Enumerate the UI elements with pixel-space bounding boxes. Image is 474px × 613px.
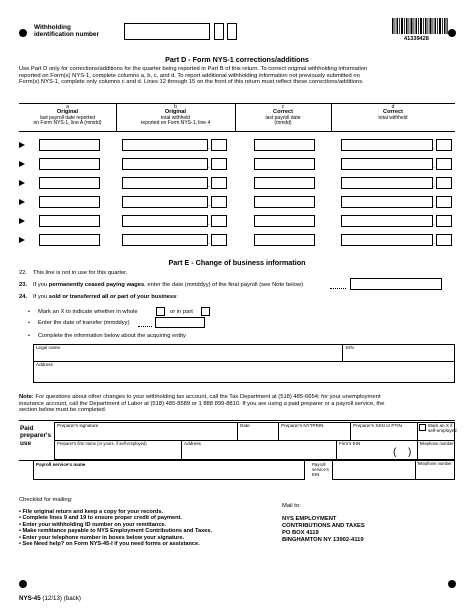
col-d-decimal-point: . <box>433 163 435 170</box>
transfer-date-text: Enter the date of transfer (mmddyy) <box>38 320 130 326</box>
col-d-title: Correct <box>383 109 403 116</box>
preparer-telephone-label: Telephone number <box>419 441 454 446</box>
or-in-part-text: or in part <box>170 309 193 315</box>
preparers-label: preparer's <box>20 432 52 440</box>
col-d-decimal-point: . <box>433 220 435 227</box>
transfer-date-leader <box>138 326 152 327</box>
line-23-leader <box>330 288 346 289</box>
line-23-text-b: permanently ceased paying wages <box>48 282 145 288</box>
acquiring-address-field[interactable] <box>33 361 455 383</box>
checklist-list <box>19 509 269 547</box>
note-line3: section below must be completed. <box>19 407 107 414</box>
col-c-date-field[interactable] <box>254 177 315 189</box>
col-d-amount-field[interactable] <box>341 139 433 151</box>
col-a-date-field[interactable] <box>39 139 100 151</box>
row-arrow-icon <box>19 142 25 148</box>
col-c-date-field[interactable] <box>254 234 315 246</box>
acquiring-entity-text: Complete the information below about the acquiring entity <box>38 333 186 339</box>
col-b-decimal-point: . <box>208 182 210 189</box>
preparer-address-label: Address <box>184 441 201 446</box>
col-c-sub1: last payroll date <box>265 114 301 121</box>
bullet-acquiring: • <box>28 333 31 339</box>
preparer-firm-ein-label: Firm's EIN <box>339 441 361 446</box>
col-d-amount-field[interactable] <box>341 234 433 246</box>
line-23-final-payroll-date-field[interactable] <box>350 278 442 290</box>
registration-mark-bottom-right <box>448 580 456 588</box>
mail-to-line2: CONTRIBUTIONS AND TAXES <box>282 523 365 529</box>
withholding-label-line1: Withholding <box>34 24 71 31</box>
mail-to-line3: PO BOX 4119 <box>282 530 319 536</box>
preparer-nytprin-label: Preparer's NYTPRIN <box>281 423 324 428</box>
part-d-intro <box>19 66 459 86</box>
col-b-amount-field[interactable] <box>122 139 208 151</box>
mark-whole-text: Mark an X to indicate whether in whole <box>38 309 138 315</box>
preparer-firm-name-label: Preparer's firm name (or yours, if self-employed) <box>57 441 147 446</box>
col-d-amount-field[interactable] <box>341 158 433 170</box>
payroll-service-name-label: Payroll service's name <box>36 462 86 467</box>
preparer-top-rule <box>19 420 455 421</box>
note-text-1: For questions about other changes to your withholding tax account, call the Tax Department at (518) 485-6654; for your unemployment <box>33 394 381 400</box>
col-b-amount-field[interactable] <box>122 177 208 189</box>
col-a-date-field[interactable] <box>39 177 100 189</box>
col-a-header <box>19 105 116 127</box>
col-b-decimal-point: . <box>208 201 210 208</box>
registration-mark-bottom-left <box>19 580 27 588</box>
part-d-intro-line2: reported on Form(s) NYS-1, complete columns a, b, c, and d. To report additional withholding information not previously submitted on <box>19 72 360 79</box>
barcode-image <box>392 18 448 34</box>
col-a-date-field[interactable] <box>39 158 100 170</box>
col-a-sub1: last payroll date reported <box>39 114 96 121</box>
col-d-amount-field[interactable] <box>341 177 433 189</box>
form-id-footer <box>19 595 81 602</box>
col-c-letter: c <box>281 104 285 110</box>
self-employed-label <box>428 423 457 433</box>
part-d-intro-line1: Use Part D only for corrections/additions for the quarter being reported in Part B of this return. To correct original withholding information <box>19 66 368 72</box>
withholding-id-field[interactable] <box>124 23 210 40</box>
col-a-date-field[interactable] <box>39 215 100 227</box>
line-23-text-a: If you <box>33 282 49 288</box>
line-22-number: 22. <box>19 270 28 276</box>
part-d-intro-line3: Form(s) NYS-1, complete only columns c and d. Lines 12 through 15 on the front of this return must reflect these corrections/additions. <box>19 79 364 86</box>
col-b-cents-field[interactable] <box>211 139 227 151</box>
col-d-cents-field[interactable] <box>436 158 452 170</box>
row-arrow-icon <box>19 218 25 224</box>
form-id: NYS-45 <box>19 595 41 602</box>
use-label: use <box>20 439 32 447</box>
bullet-transfer: • <box>28 320 31 326</box>
checklist-item-text: Enter your withholding ID number on your remittance. <box>22 521 167 528</box>
checklist-bullet: • <box>19 528 23 535</box>
note-line1 <box>19 394 459 401</box>
whole-checkbox[interactable] <box>156 307 165 316</box>
paid-label: Paid <box>20 425 34 432</box>
barcode-number: 41339428 <box>404 36 429 42</box>
col-d-amount-field[interactable] <box>341 196 433 208</box>
col-b-sub2: reported on Form NYS-1, line 4 <box>140 120 211 127</box>
col-d-amount-field[interactable] <box>341 215 433 227</box>
payroll-ein-label-2: service's <box>312 467 329 472</box>
col-a-letter: a <box>66 104 69 110</box>
paid-preparer-label <box>20 425 51 447</box>
legal-name-label: Legal name <box>36 345 61 350</box>
checklist-item-text: See Need help? on Form NYS-45-I if you need forms or assistance. <box>22 541 200 548</box>
preparer-address-field[interactable] <box>181 440 337 460</box>
col-c-date-field[interactable] <box>254 158 315 170</box>
col-b-cents-field[interactable] <box>211 177 227 189</box>
col-d-cents-field[interactable] <box>436 196 452 208</box>
registration-mark-top-left <box>19 29 27 37</box>
col-c-header <box>235 105 331 127</box>
checklist-item-text: Complete lines 9 and 19 to ensure proper credit of payment. <box>22 515 182 522</box>
row-arrow-icon <box>19 180 25 186</box>
col-b-decimal-point: . <box>208 239 210 246</box>
col-b-amount-field[interactable] <box>122 234 208 246</box>
col-d-decimal-point: . <box>433 239 435 246</box>
part-d-header-bottom-rule <box>19 131 455 132</box>
col-b-letter: b <box>174 104 177 110</box>
checklist-title: Checklist for mailing: <box>19 497 73 503</box>
checklist-bullet: • <box>19 509 23 515</box>
col-b-header <box>116 105 235 127</box>
acquiring-ein-label: EIN <box>346 345 354 350</box>
col-d-cents-field[interactable] <box>436 234 452 246</box>
col-c-date-field[interactable] <box>254 139 315 151</box>
note-label: Note: <box>19 394 34 400</box>
col-d-sub1: total withheld <box>378 114 408 121</box>
line-22-text: This line is not in use for this quarter. <box>33 270 128 276</box>
preparer-ssn-label: Preparer's SSN or PTIN <box>353 423 402 428</box>
registration-mark-top-right <box>448 29 456 37</box>
col-b-decimal-point: . <box>208 144 210 151</box>
col-b-sub1: total withheld <box>160 114 191 121</box>
mail-to-line1: NYS EMPLOYMENT <box>282 516 337 522</box>
line-24-text-c: : <box>176 294 178 300</box>
row-arrow-icon <box>19 161 25 167</box>
col-d-header <box>331 105 455 121</box>
payroll-ein-label-1: Payroll <box>312 462 326 467</box>
col-c-sub2: (mmdd) <box>274 120 292 127</box>
withholding-id-label <box>34 24 99 38</box>
col-c-title: Correct <box>273 109 293 116</box>
line-23-number: 23. <box>19 282 28 288</box>
preparer-signature-label: Preparer's signature <box>57 423 99 428</box>
acquiring-ein-field[interactable] <box>342 344 455 362</box>
preparer-date-label: Date <box>240 423 250 428</box>
part-e-title: Part E - Change of business information <box>168 258 306 267</box>
note-text <box>19 394 459 414</box>
checklist-bullet: • <box>19 534 23 541</box>
mail-to-label: Mail to: <box>282 503 301 509</box>
part-checkbox[interactable] <box>201 307 210 316</box>
form-revision: (12/13) (back) <box>40 595 81 602</box>
col-b-amount-field[interactable] <box>122 158 208 170</box>
part-d-header-top-rule <box>19 103 455 104</box>
note-line2: insurance account, call the Department of Labor at (518) 485-8589 or 1 888 899-8810. If you are using a paid preparer or a payroll service, the <box>19 400 385 407</box>
col-b-decimal-point: . <box>208 163 210 170</box>
col-c-date-field[interactable] <box>254 215 315 227</box>
line-24-text-a: If you <box>33 294 49 300</box>
payroll-service-ein-label <box>312 462 329 477</box>
mark-x-label-2: self-employed <box>428 428 457 433</box>
part-d-title: Part D - Form NYS-1 corrections/additions <box>165 55 309 64</box>
payroll-service-ein-field[interactable] <box>332 460 416 480</box>
line-23-text <box>33 282 303 289</box>
bullet-mark: • <box>28 309 31 315</box>
col-d-cents-field[interactable] <box>436 139 452 151</box>
col-b-cents-field[interactable] <box>211 196 227 208</box>
checklist-bullet: • <box>19 541 23 548</box>
col-b-cents-field[interactable] <box>211 215 227 227</box>
col-c-date-field[interactable] <box>254 196 315 208</box>
withholding-label-line2: identification number <box>34 31 99 39</box>
withholding-id-check-field-2[interactable] <box>227 23 237 40</box>
col-b-amount-field[interactable] <box>122 196 208 208</box>
row-arrow-icon <box>19 199 25 205</box>
legal-name-field[interactable] <box>33 344 343 362</box>
transfer-date-field[interactable] <box>155 317 205 328</box>
col-d-decimal-point: . <box>433 182 435 189</box>
col-d-cents-field[interactable] <box>436 177 452 189</box>
checklist-item-text: Enter your telephone number in boxes below your signature. <box>22 534 185 541</box>
col-b-title: Original <box>164 109 187 116</box>
checklist-bullet: • <box>19 515 23 522</box>
col-a-title: Original <box>56 109 79 116</box>
col-d-letter: d <box>391 104 395 110</box>
col-a-sub2: on Form NYS-1, line A (mmdd) <box>33 120 102 127</box>
line-23-text-c: , enter the date (mmddyy) of the final payroll (see Note below) <box>144 282 304 288</box>
acquiring-address-label: Address <box>36 362 53 367</box>
telephone-area-code-parens-1b: ) <box>408 447 412 458</box>
telephone-area-code-parens-1: ( <box>393 447 397 458</box>
mark-x-label-1: Mark an X if <box>428 423 453 428</box>
col-a-date-field[interactable] <box>39 196 100 208</box>
payroll-ein-label-3: EIN <box>312 472 320 477</box>
checklist-item-text: Make remittance payable to NYS Employment Contributions and Taxes. <box>22 528 213 535</box>
col-b-decimal-point: . <box>208 220 210 227</box>
self-employed-checkbox[interactable] <box>419 424 426 431</box>
mail-to-address <box>282 516 365 544</box>
mail-to-line4: BINGHAMTON NY 13902-4119 <box>282 537 364 543</box>
col-b-cents-field[interactable] <box>211 234 227 246</box>
line-24-text-b: sold or transferred all or part of your business <box>48 294 177 300</box>
col-b-amount-field[interactable] <box>122 215 208 227</box>
payroll-telephone-label: Telephone number <box>417 461 452 466</box>
withholding-id-check-field-1[interactable] <box>214 23 224 40</box>
col-d-decimal-point: . <box>433 144 435 151</box>
line-24-text <box>33 294 178 301</box>
col-d-decimal-point: . <box>433 201 435 208</box>
col-b-cents-field[interactable] <box>211 158 227 170</box>
checklist-bullet: • <box>19 521 23 528</box>
checklist-item <box>19 541 269 547</box>
row-arrow-icon <box>19 237 25 243</box>
col-d-cents-field[interactable] <box>436 215 452 227</box>
checklist-item-text: File original return and keep a copy for your records. <box>22 509 164 515</box>
col-a-date-field[interactable] <box>39 234 100 246</box>
line-24-number: 24. <box>19 294 28 300</box>
